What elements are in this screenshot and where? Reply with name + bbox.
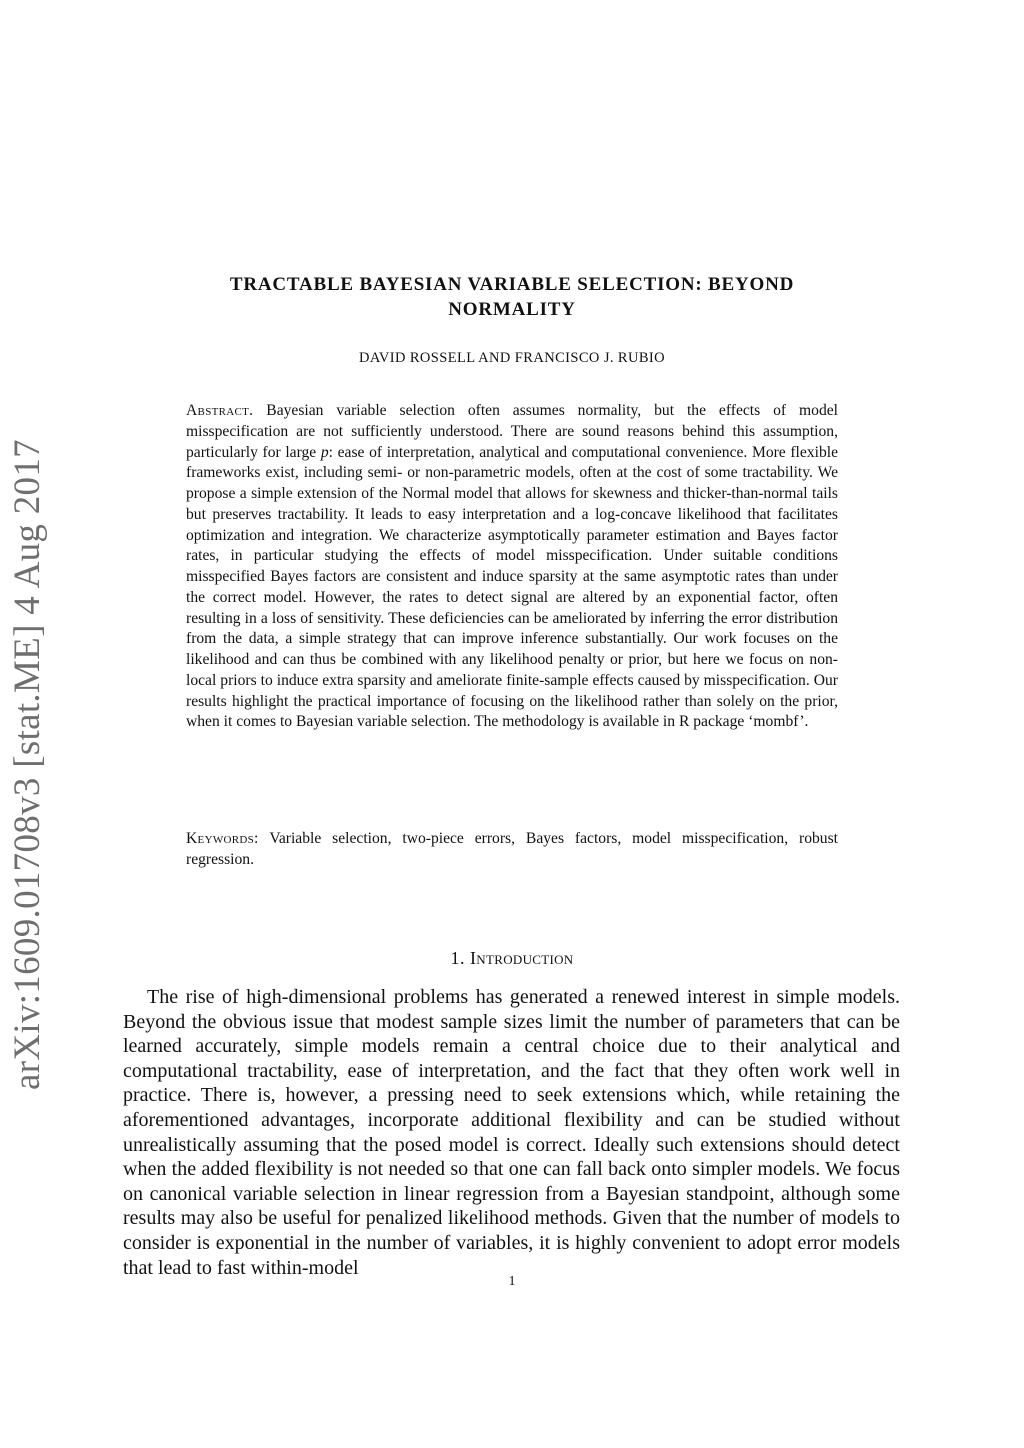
title-line-1: TRACTABLE BAYESIAN VARIABLE SELECTION: BEYOND — [229, 274, 795, 295]
section-number: 1. — [450, 948, 465, 968]
abstract-math-p: p — [320, 443, 329, 461]
keywords — [186, 829, 838, 871]
abstract-label: Abstract. — [186, 402, 254, 419]
introduction-paragraph: The rise of high-dimensional problems has generated a renewed interest in simple models. Beyond the obvious issue that modest sample sizes limit the number of parameters that can be learned accurately, simple models remain a central choice due to their analytical and computational tractability, ease of interpretation, and the fact that they often work well in practice. There is, however, a pressing need to seek extensions which, while retaining the aforementioned advantages, incorporate additional flexibility and can be studied without unrealistically assuming that the posed model is correct. Ideally such extensions should detect when the added flexibility is not needed so that one can fall back onto simpler models. We focus on canonical variable selection in linear regression from a Bayesian standpoint, although some results may also be useful for penalized likelihood methods. Given that the number of models to consider is exponential in the number of variables, it is highly convenient to adopt error models that lead to fast within-model — [123, 986, 900, 1279]
abstract-text-part-1: Bayesian variable selection often assumes normality, but the effects of model misspecification are not sufficiently understood. There are sound reasons behind this assumption, particularly for large — [186, 402, 838, 461]
paper-title — [160, 272, 864, 322]
author-list: DAVID ROSSELL AND FRANCISCO J. RUBIO — [358, 350, 666, 366]
keywords-label: Keywords: — [186, 830, 259, 847]
keywords-text: Variable selection, two-piece errors, Bayes factors, model misspecification, robust regression. — [186, 830, 838, 868]
section-title: Introduction — [470, 948, 574, 968]
page-number: 1 — [508, 1274, 516, 1289]
title-line-2: NORMALITY — [448, 299, 576, 320]
abstract-text-part-2: : ease of interpretation, analytical and computational convenience. More flexible frameworks exist, including semi- or non-parametric models, often at the cost of some tractability. We propose a simple extension of the Normal model that allows for skewness and thicker-than-normal tails but preserves tractability. It leads to easy interpretation and a log-concave likelihood that facilitates optimization and integration. We characterize asymptotically parameter estimation and Bayes factor rates, in particular studying the effects of model misspecification. Under suitable conditions misspecified Bayes factors are consistent and induce sparsity at the same asymptotic rates than under the correct model. However, the rates to detect signal are altered by an exponential factor, often resulting in a loss of sensitivity. These deficiencies can be ameliorated by inferring the error distribution from the data, a simple strategy that can improve inference substantially. Our work focuses on the likelihood and can thus be combined with any likelihood penalty or prior, but here we focus on non-local priors to induce extra sparsity and ameliorate finite-sample effects caused by misspecification. Our results highlight the practical importance of focusing on the likelihood rather than solely on the prior, when it comes to Bayesian variable selection. The methodology is available in R package ‘mombf’. — [186, 443, 838, 731]
arxiv-identifier-stamp: arXiv:1609.01708v3 [stat.ME] 4 Aug 2017 — [7, 439, 48, 1090]
section-heading-introduction — [160, 948, 864, 969]
abstract — [186, 401, 838, 733]
